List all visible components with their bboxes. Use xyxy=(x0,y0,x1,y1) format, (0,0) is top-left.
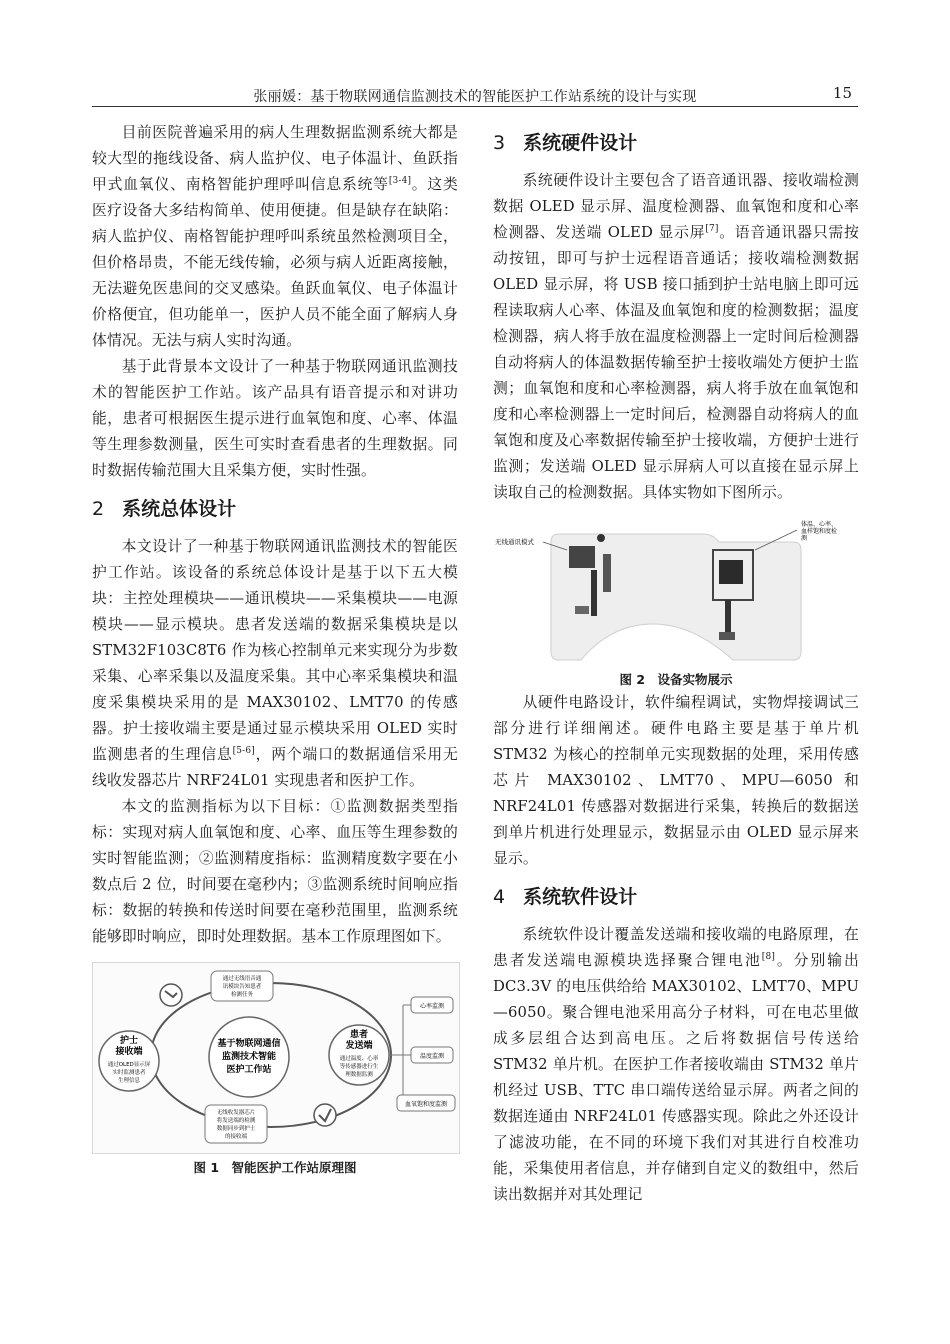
patient-title-line: 患者 xyxy=(349,1030,369,1040)
monitor-label: 温度监测 xyxy=(419,1053,445,1060)
section-heading-3: 3 系统硬件设计 xyxy=(493,132,638,154)
paragraph-software: 系统软件设计覆盖发送端和接收端的电路原理，在患者发送端电源模块选择聚合锂电池[8]。分别输出 DC3.3V 的电压供给给 MAX30102、LMT70、MPU—6050。聚合锂电池采用高分子材料，可在电芯里做成多层组合达到高电压。之后将数据信号传送给 STM32 单片机。在医护工作者接收端由 STM32 单片机经过 USB、TTC 串口端传送给显示屏。两者之间的数据连通由 NRF24L01 传感器实现。除此之外还设计了滤波功能，在不同的环境下我们对其进行自校准功能，采集使用者信息，并存储到自定义的数组中，然后读出数据并对其处理记 xyxy=(493,926,859,1203)
figure-2-caption: 图 2 设备实物展示 xyxy=(619,672,733,687)
center-label-line: 基于物联网通信 xyxy=(217,1039,281,1049)
patient-desc-line: 理数据监测 xyxy=(345,1072,373,1078)
monitor-label: 心率监测 xyxy=(419,1003,445,1010)
label-wireless: 无线通讯模式 xyxy=(495,538,534,546)
nurse-desc-line: 生理信息 xyxy=(117,1078,141,1084)
paragraph-overall-design: 本文设计了一种基于物联网通讯监测技术的智能医护工作站。该设备的系统总体设计是基于以下五大模块：主控处理模块——通讯模块——采集模块——电源模块——显示模块。患者发送端的数据采集模块是以 STM32F103C8T6 作为核心控制单元来实现分为步数采集、心率采集以及温度采集。其中心率采集模块和温度采集模块采用的是 MAX30102、LMT70 的传感器。护士接收端主要是通过显示模块采用 OLED 实时监测患者的生理信息[5-6]，两个端口的数据通信采用无线收发器芯片 NRF24L01 实现患者和医护工作。 xyxy=(92,538,459,789)
bottom-box-line: 将发送端的检测 xyxy=(216,1118,256,1124)
figure-2-photo xyxy=(493,520,859,670)
right-column xyxy=(493,120,859,1208)
bottom-box-line: 的接收端 xyxy=(224,1134,248,1140)
section-heading-2: 2 系统总体设计 xyxy=(92,498,237,520)
patient-title-line: 发送端 xyxy=(345,1041,373,1051)
page-number: 15 xyxy=(832,84,852,102)
left-button xyxy=(575,606,589,614)
nurse-desc-line: 通过OLED显示屏 xyxy=(107,1062,151,1068)
patient-desc-line: 通过温度、心率 xyxy=(339,1056,379,1062)
paragraph-background: 基于此背景本文设计了一种基于物联网通讯监测技术的智能医护工作站。该产品具有语音提示和对讲功能，患者可根据医生提示进行血氧饱和度、心率、体温等生理参数测量，医生可实时查看患者的生理数据。同时数据传输范围大且采集方便，实时性强。 xyxy=(92,358,458,479)
paragraph-intro: 目前医院普遍采用的病人生理数据监测系统大都是较大型的拖线设备、病人监护仪、电子体温计、鱼跃指甲式血氧仪、南格智能护理呼叫信息系统等[3-4]。这类医疗设备大多结构简单、使用便捷。但是缺存在缺陷：病人监护仪、南格智能护理呼叫系统虽然检测项目全，但价格昂贵，不能无线传输，必须与病人近距离接触，无法避免医患间的交叉感染。鱼跃血氧仪、电子体温计价格便宜，但功能单一，医护人员不能全面了解病人身体情况。无法与病人实时沟通。 xyxy=(92,124,458,349)
figure-1-caption: 图 1 智能医护工作站原理图 xyxy=(193,1160,357,1175)
citation: [7] xyxy=(705,224,719,235)
top-box-line: 检测任务 xyxy=(230,992,254,998)
paragraph-hardware: 系统硬件设计主要包含了语音通讯器、接收端检测数据 OLED 显示屏、温度检测器、血氧饱和度和心率检测器、发送端 OLED 显示屏[7]。语音通讯器只需按动按钮，即可与护士远程语音通话；接收端检测数据 OLED 显示屏，将 USB 接口插到护士站电脑上即可远程读取病人心率、体温及血氧饱和度的检测数据；温度检测器，病人将手放在温度检测器上一定时间后检测器自动将病人的体温数据传输至护士接收端处方便护士监测；血氧饱和度和心率检测器，病人将手放在血氧饱和度和心率检测器上一定时间后，检测器自动将病人的血氧饱和度及心率数据传输至护士接收端，方便护士进行监测；发送端 OLED 显示屏病人可以直接在显示屏上读取自己的检测数据。具体实物如下图所示。 xyxy=(493,172,859,501)
top-box-line: 通过无线语音通 xyxy=(222,976,262,982)
section-heading-4: 4 系统软件设计 xyxy=(493,886,638,908)
speaker-icon xyxy=(597,534,605,542)
paragraph-hardware-detail: 从硬件电路设计，软件编程调试，实物焊接调试三部分进行详细阐述。硬件电路主要是基于单片机 STM32 为核心的控制单元实现数据的处理，采用传感芯片 MAX30102、LMT70、MPU—6050 和 NRF24L01 传感器对数据进行采集，转换后的数据送到单片机进行处理显示，数据显示由 OLED 显示屏来显示。 xyxy=(493,694,859,867)
citation: [5-6] xyxy=(232,746,255,757)
bottom-box-line: 数据同步到护士 xyxy=(216,1126,256,1132)
arrow-circle-bottom-icon xyxy=(314,1104,336,1126)
right-button xyxy=(719,632,735,640)
citation: [8] xyxy=(761,952,775,963)
top-box-line: 讯模块告知患者 xyxy=(222,984,262,990)
monitor-label: 血氧饱和度监测 xyxy=(404,1101,448,1108)
patient-desc-line: 等传感器进行生 xyxy=(339,1064,379,1070)
center-label-line: 医护工作站 xyxy=(226,1065,272,1075)
left-column xyxy=(92,120,458,1178)
label-sensors-line: 测 xyxy=(801,535,808,542)
running-header xyxy=(92,84,858,107)
paragraph-targets: 本文的监测指标为以下目标：①监测数据类型指标：实现对病人血氧饱和度、心率、血压等生理参数的实时智能监测；②监测精度指标：监测精度数字要在小数点后 2 位，时间要在毫秒内；③监测系统时间响应指标：数据的转换和传送时间要在毫秒范围里，监测系统能够即时响应，即时处理数据。基本工作原理图如下。 xyxy=(92,798,458,945)
nurse-title-line: 接收端 xyxy=(115,1047,143,1057)
arrow-circle-top-icon xyxy=(160,984,182,1006)
left-sensor xyxy=(603,554,611,592)
left-wire xyxy=(591,570,597,616)
label-sensors-line: 血样饱和度检 xyxy=(801,528,838,535)
label-sensors-line: 体温、心率、 xyxy=(801,521,838,528)
right-sensor xyxy=(719,560,743,584)
nurse-desc-line: 实时监测患者 xyxy=(112,1070,146,1076)
left-module xyxy=(569,546,595,568)
figure-1-diagram xyxy=(92,962,460,1154)
nurse-title-line: 护士 xyxy=(119,1036,139,1046)
center-label-line: 监测技术智能 xyxy=(221,1052,277,1062)
bottom-box-line: 无线收发器芯片 xyxy=(216,1110,256,1116)
running-title: 张丽媛：基于物联网通信监测技术的智能医护工作站系统的设计与实现 xyxy=(253,89,697,105)
citation: [3-4] xyxy=(388,176,412,187)
